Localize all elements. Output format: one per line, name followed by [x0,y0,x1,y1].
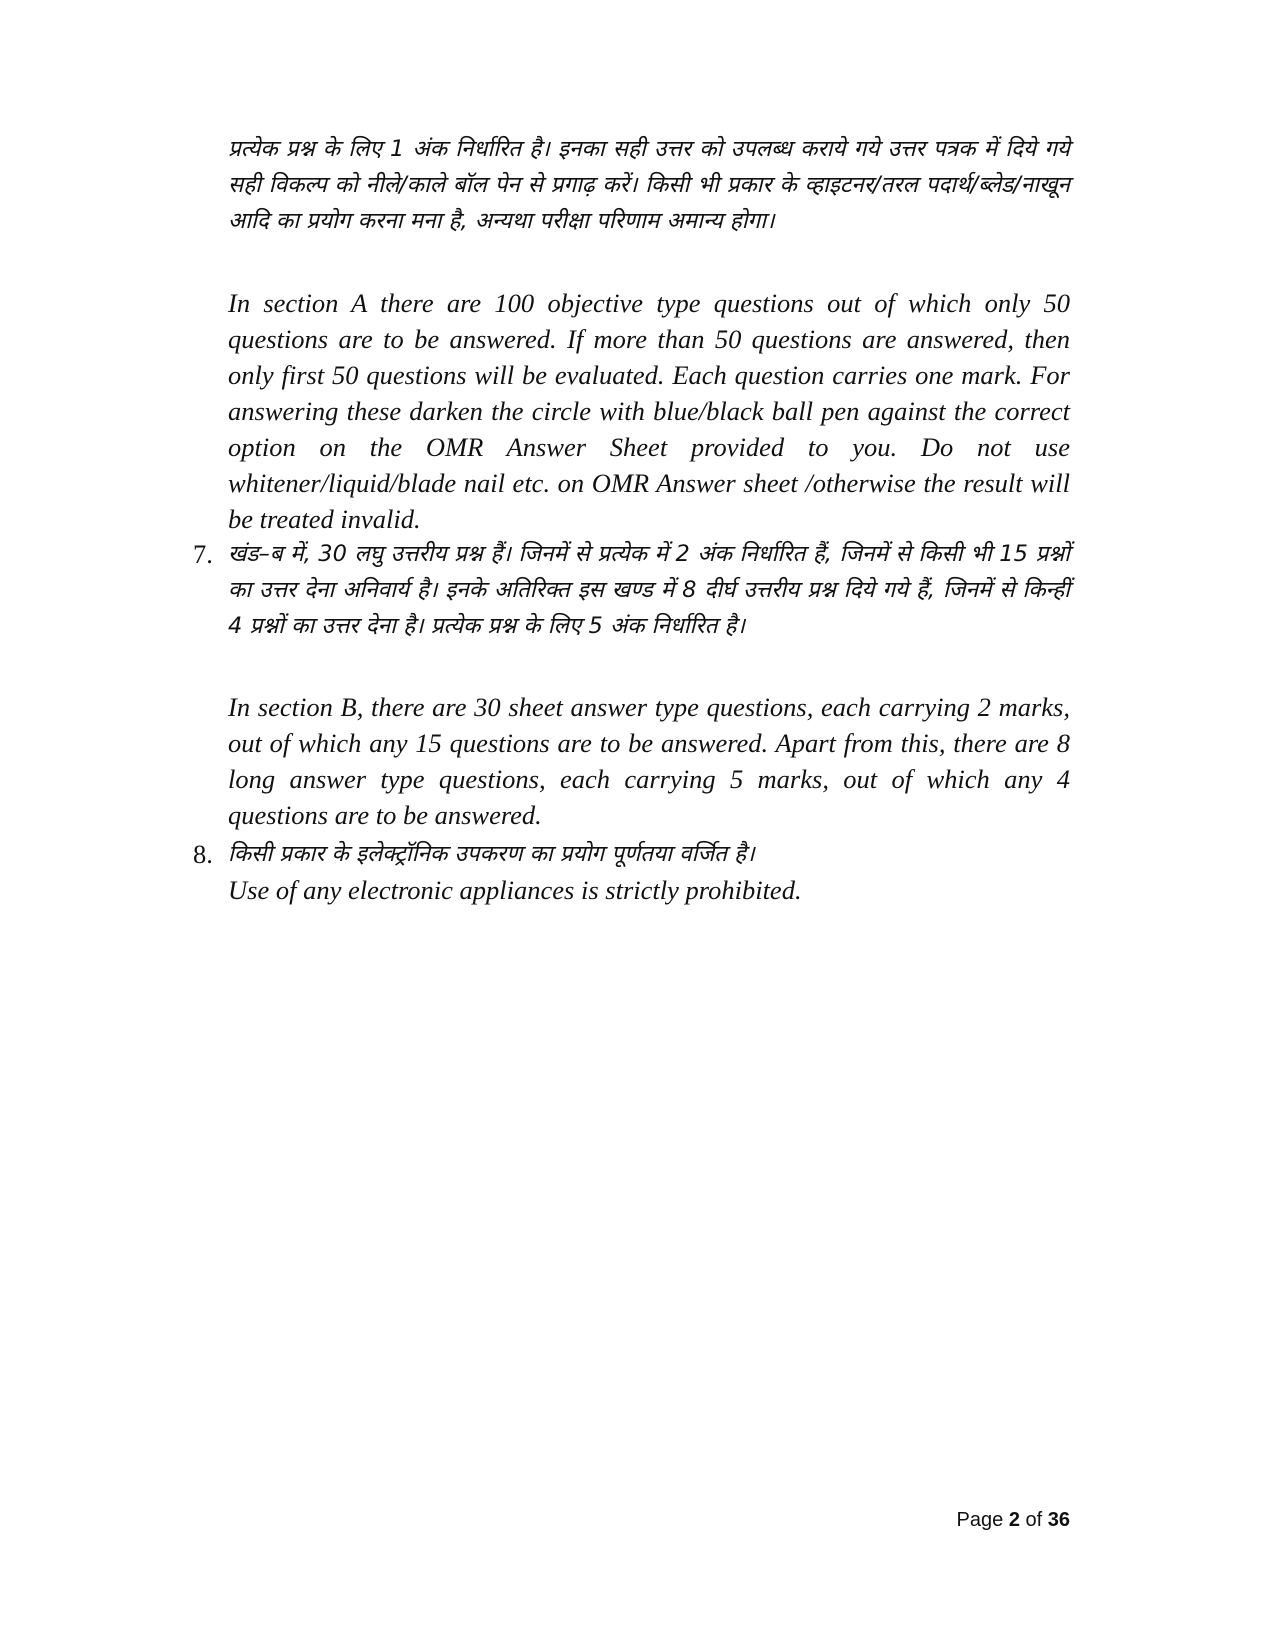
page-of-label: of [1025,1509,1043,1531]
item-8-instruction-hindi: किसी प्रकार के इलेक्ट्रॉनिक उपकरण का प्रयोग पूर्णतया वर्जित है। [228,841,755,867]
item-8-number: 8. [193,839,213,869]
item-7-instruction-english: In section B, there are 30 sheet answer type questions, each carrying 2 marks, out of which any 15 questions are to be answered. Apart from this, there are 8 long answer type questions, each carrying 5 marks, out of which any 4 questions are to be answered. [228,692,1070,830]
item-7-number: 7. [193,539,213,569]
page-total: 36 [1047,1509,1070,1531]
page-label: Page [956,1509,1004,1531]
page-current: 2 [1008,1509,1020,1531]
item-8-instruction-english: Use of any electronic appliances is strictly prohibited. [228,875,802,905]
section-a-instruction-hindi: प्रत्येक प्रश्न के लिए 1 अंक निर्धारित है। इनका सही उत्तर को उपलब्ध कराये गये उत्तर पत्रक में दिये गये सही विकल्प को नीले/काले बॉल पेन से प्रगाढ़ करें। किसी भी प्रकार के व्हाइटनर/तरल पदार्थ/ब्लेड/नाखून आदि का प्रयोग करना मना है, अन्यथा परीक्षा परिणाम अमान्य होगा। [228,136,1070,234]
item-7-instruction-hindi: खंड–ब में, 30 लघु उत्तरीय प्रश्न हैं। जिनमें से प्रत्येक में 2 अंक निर्धारित हैं, जिनमें से किसी भी 15 प्रश्नों का उत्तर देना अनिवार्य है। इनके अतिरिक्त इस खण्ड में 8 दीर्घ उत्तरीय प्रश्न दिये गये हैं, जिनमें से किन्हीं 4 प्रश्नों का उत्तर देना है। प्रत्येक प्रश्न के लिए 5 अंक निर्धारित है। [228,541,1070,639]
page-number-footer [957,1507,1070,1533]
section-a-instruction-english: In section A there are 100 objective type questions out of which only 50 questions are to be answered. If more than 50 questions are answered, then only first 50 questions will be evaluated. Each question carries one mark. For answering these darken the circle with blue/black ball pen against the correct option on the OMR Answer Sheet provided to you. Do not use whitener/liquid/blade nail etc. on OMR Answer sheet /otherwise the result will be treated invalid. [228,288,1070,534]
